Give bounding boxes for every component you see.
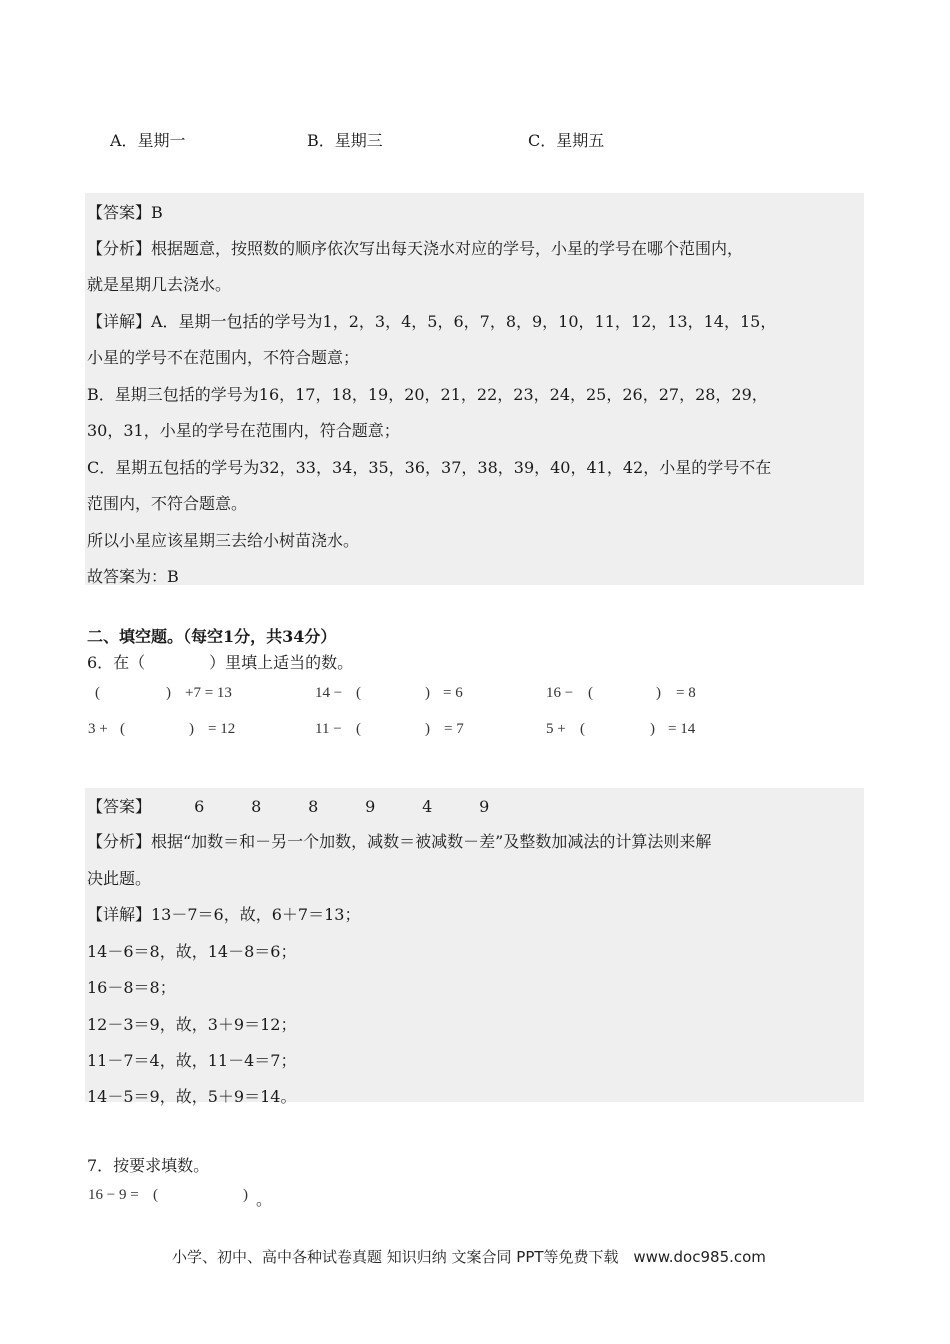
q5-detail-line-1: 【详解】A．星期一包括的学号为1，2，3，4，5，6，7，8，9，10，11，12，13，14，15， [87, 312, 777, 331]
q6-answer-value: 9 [365, 797, 376, 816]
q6-detail-line-4: 12－3＝9，故，3＋9＝12； [87, 1015, 297, 1034]
q6-r2-b-head: 11 − [315, 721, 342, 737]
footer-text: 小学、初中、高中各种试卷真题 知识归纳 文案合同 PPT等免费下载 [172, 1248, 619, 1266]
q6-r2-b-tail: = 7 [444, 721, 464, 737]
q5-detail-line-5: C．星期五包括的学号为32，33，34，35，36，37，38，39，40，41，42，小星的学号不在 [87, 458, 772, 477]
q6-answer-row [87, 794, 536, 817]
q6-r1-b-paren-open: ( [356, 685, 361, 701]
q5-final-answer: 故答案为：B [87, 567, 179, 586]
section-heading: 二、填空题。（每空1分，共34分） [87, 627, 337, 646]
q5-detail-line-2: 小星的学号不在范围内，不符合题意； [87, 348, 360, 367]
q6-answer-label: 【答案】 [87, 797, 152, 816]
q6-r2-c-paren-open: ( [580, 721, 585, 737]
q5-analysis-line-1: 【分析】根据题意，按照数的顺序依次写出每天浇水对应的学号，小星的学号在哪个范围内， [87, 239, 744, 258]
q6-detail-line-3: 16－8＝8； [87, 978, 176, 997]
q6-r1-a-paren-close: ) [166, 685, 171, 701]
option-a: A．星期一 [110, 131, 186, 150]
q6-r2-c-paren-close: ) [650, 721, 655, 737]
q6-r1-b-paren-close: ) [425, 685, 430, 701]
footer-link[interactable]: www.doc985.com [633, 1248, 766, 1266]
q6-title: 6．在（ ）里填上适当的数。 [87, 653, 354, 672]
q6-r2-b-paren-open: ( [356, 721, 361, 737]
q6-answer-value: 9 [479, 797, 490, 816]
q7-title: 7．按要求填数。 [87, 1156, 210, 1175]
q7-eq-head: 16 − 9 = [88, 1187, 139, 1203]
q6-r1-c-paren-open: ( [588, 685, 593, 701]
option-b: B．星期三 [307, 131, 383, 150]
q6-r1-b-head: 14 − [315, 685, 343, 701]
q7-paren-open: ( [153, 1187, 158, 1203]
q6-r2-a-paren-close: ) [189, 721, 194, 737]
q5-answer: 【答案】B [87, 203, 163, 222]
q6-r2-a-tail: = 12 [208, 721, 236, 737]
q6-r1-c-tail: = 8 [676, 685, 696, 701]
q5-detail-line-3: B．星期三包括的学号为16，17，18，19，20，21，22，23，24，25，26，27，28，29， [87, 385, 768, 404]
q6-r2-c-tail: = 14 [668, 721, 696, 737]
q6-analysis-line-1: 【分析】根据“加数＝和－另一个加数，减数＝被减数－差”及整数加减法的计算法则来解 [87, 832, 712, 851]
q6-r1-a-tail: +7 = 13 [185, 685, 232, 701]
q6-r1-a-paren-open: ( [95, 685, 100, 701]
q5-analysis-line-2: 就是星期几去浇水。 [87, 275, 232, 294]
q6-answer-value: 8 [308, 797, 319, 816]
option-c: C．星期五 [528, 131, 605, 150]
q5-detail-line-4: 30，31，小星的学号在范围内，符合题意； [87, 421, 400, 440]
q6-r2-a-head: 3 + [88, 721, 108, 737]
q6-r1-b-tail: = 6 [443, 685, 463, 701]
q5-detail-line-7: 所以小星应该星期三去给小树苗浇水。 [87, 531, 360, 550]
q6-r2-c-head: 5 + [546, 721, 566, 737]
q6-answer-value: 8 [251, 797, 262, 816]
q7-eq-tail: 。 [256, 1190, 273, 1209]
q6-answer-value: 6 [194, 797, 205, 816]
footer [172, 1246, 766, 1267]
q6-r2-a-paren-open: ( [120, 721, 125, 737]
q6-detail-line-2: 14－6＝8，故，14－8＝6； [87, 942, 297, 961]
q6-detail-line-1: 【详解】13－7＝6，故，6＋7＝13； [87, 905, 361, 924]
q5-detail-line-6: 范围内，不符合题意。 [87, 494, 248, 513]
q6-r1-c-head: 16 − [546, 685, 574, 701]
q6-r2-b-paren-close: ) [425, 721, 430, 737]
q6-answer-value: 4 [422, 797, 433, 816]
q6-answer-values [194, 797, 536, 816]
q7-paren-close: ) [243, 1187, 248, 1203]
q6-r1-c-paren-close: ) [656, 685, 661, 701]
q6-detail-line-5: 11－7＝4，故，11－4＝7； [87, 1051, 297, 1070]
q6-detail-line-6: 14－5＝9，故，5＋9＝14。 [87, 1087, 297, 1106]
q6-analysis-line-2: 决此题。 [87, 869, 152, 888]
